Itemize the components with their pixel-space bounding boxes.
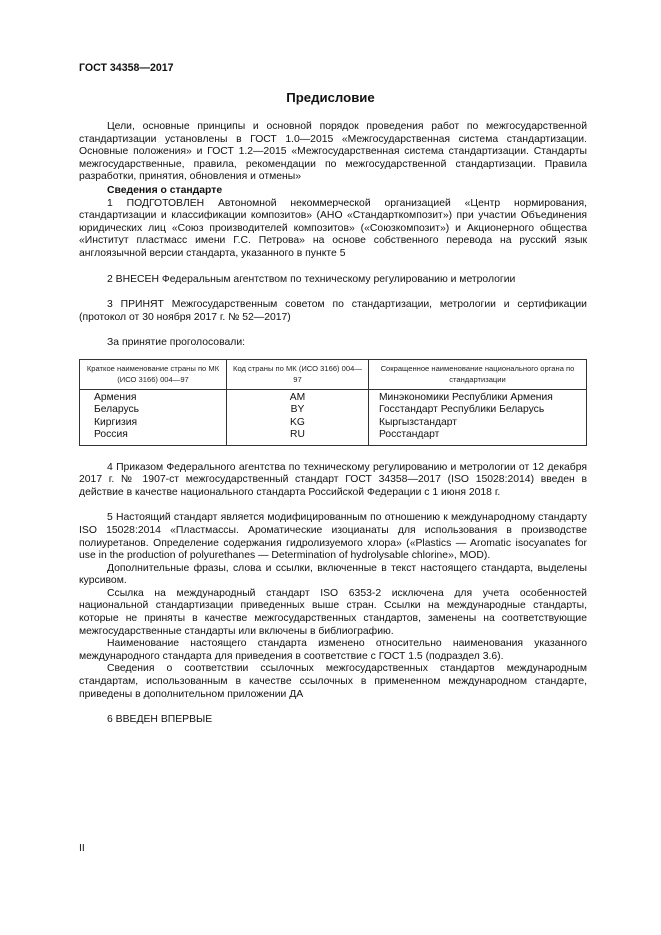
code-cell: KG bbox=[227, 417, 369, 429]
table-header-row bbox=[80, 359, 587, 389]
page-title: Предисловие bbox=[286, 90, 375, 105]
header-code: Код страны по МК (ИСО 3166) 004—97 bbox=[227, 359, 369, 389]
org-cell: Кыргызстандарт bbox=[368, 417, 586, 429]
country-cell: Киргизия bbox=[80, 417, 227, 429]
code-cell: BY bbox=[227, 404, 369, 416]
code-cell: RU bbox=[227, 429, 369, 445]
item-3-paragraph: 3 ПРИНЯТ Межгосударственным советом по стандартизации, метрологии и сертификации (протокол от 30 ноября 2017 г. № 52—2017) bbox=[79, 299, 587, 323]
org-cell: Госстандарт Республики Беларусь bbox=[368, 404, 586, 416]
main-content bbox=[79, 121, 587, 727]
item-6-paragraph: 6 ВВЕДЕН ВПЕРВЫЕ bbox=[107, 714, 213, 726]
item-5-title-paragraph: Наименование настоящего стандарта изменено относительно наименования указанного международного стандарта для приведения в соответствие с ГОСТ 1.5 (подраздел 3.6). bbox=[79, 638, 587, 662]
section-heading: Сведения о стандарте bbox=[107, 184, 223, 196]
org-cell: Росстандарт bbox=[368, 429, 586, 445]
country-cell: Россия bbox=[80, 429, 227, 445]
item-5-additional-paragraph: Дополнительные фразы, слова и ссылки, включенные в текст настоящего стандарта, выделены курсивом. bbox=[79, 562, 587, 587]
table-row bbox=[80, 389, 587, 404]
document-code: ГОСТ 34358—2017 bbox=[79, 62, 174, 74]
header-country: Краткое наименование страны по МК (ИСО 3166) 004—97 bbox=[80, 359, 227, 389]
item-5-paragraph: 5 Настоящий стандарт является модифицированным по отношению к международному стандарту ISO 15028:2014 «Пластмассы. Ароматические изоцианаты для использования в производстве полиуретанов. Определение содержания гидролизуемого хлора» («Plastics — Aromatic isocyanates for use in the production of polyurethanes — Determination of hydrolysable chlorine», MOD). bbox=[79, 512, 587, 562]
item-4-paragraph: 4 Приказом Федерального агентства по техническому регулированию и метрологии от 12 декабря 2017 г. № 1907-ст межгосударственный стандарт ГОСТ 34358—2017 (ISO 15028:2014) введен в действие в качестве национального стандарта Российской Федерации с 1 июня 2018 г. bbox=[79, 461, 587, 498]
table-row bbox=[80, 429, 587, 445]
header-org: Сокращенное наименование национального органа по стандартизации bbox=[368, 359, 586, 389]
item-2-paragraph: 2 ВНЕСЕН Федеральным агентством по техническому регулированию и метрологии bbox=[107, 273, 516, 285]
item-5-appendix-paragraph: Сведения о соответствии ссылочных межгосударственных стандартов международным стандартам, использованным в качестве ссылочных в примененном международном стандарте, приведены в дополнительном приложении ДА bbox=[79, 663, 587, 700]
intro-paragraph: Цели, основные принципы и основной порядок проведения работ по межгосударственной стандартизации установлены в ГОСТ 1.0—2015 «Межгосударственная система стандартизации. Основные положения» и ГОСТ 1.2—2015 «Межгосударственная система стандартизации. Стандарты межгосударственные, правила, рекомендации по межгосударственной стандартизации. Правила разработки, принятия, обновления и отмены» bbox=[79, 121, 587, 183]
page-number: II bbox=[79, 843, 85, 854]
table-row bbox=[80, 417, 587, 429]
org-cell: Минэкономики Республики Армения bbox=[368, 389, 586, 404]
country-cell: Армения bbox=[80, 389, 227, 404]
code-cell: AM bbox=[227, 389, 369, 404]
item-1-paragraph: 1 ПОДГОТОВЛЕН Автономной некоммерческой организацией «Центр нормирования, стандартизации и классификации композитов» (АНО «Стандарткомпозит») при участии Объединения юридических лиц «Союз производителей композитов» («Союзкомпозит») и Акционерного общества «Институт пластмасс имени Г.С. Петрова» на основе собственного перевода на русский язык англоязычной версии стандарта, указанного в пункте 5 bbox=[79, 197, 587, 259]
item-5-reference-paragraph: Ссылка на международный стандарт ISO 6353-2 исключена для учета особенностей национальной стандартизации приведенных выше стран. Ссылки на международные стандарты, которые не приняты в качестве межгосударственных стандартов, заменены на соответствующие межгосударственные стандарты или включены в библиографию. bbox=[79, 587, 587, 637]
country-cell: Беларусь bbox=[80, 404, 227, 416]
table-row bbox=[80, 404, 587, 416]
vote-intro: За принятие проголосовали: bbox=[107, 337, 246, 349]
voting-table bbox=[79, 359, 587, 446]
